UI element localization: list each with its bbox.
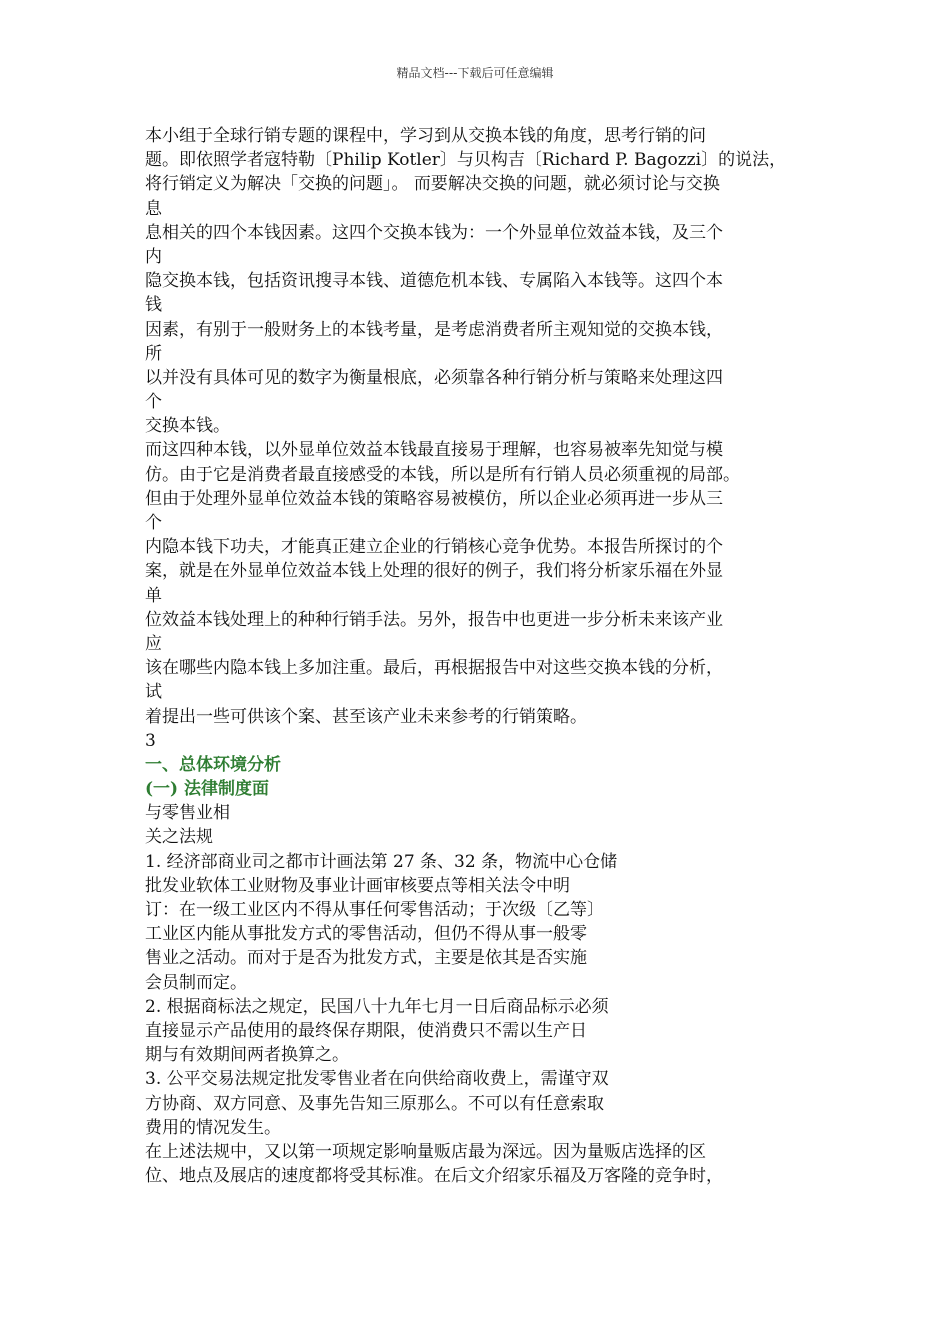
- text-line: 仿。由于它是消费者最直接感受的本钱，所以是所有行销人员必须重视的局部。: [145, 464, 740, 485]
- text-line: 题。即依照学者寇特勒〔Philip Kotler〕与贝构吉〔Richard P. Bagozzi〕的说法，: [145, 150, 787, 171]
- text-line: 直接显示产品使用的最终保存期限，使消费只不需以生产日: [145, 1020, 587, 1041]
- text-line: 息相关的四个本钱因素。这四个交换本钱为：一个外显单位效益本钱，及三个: [145, 222, 723, 243]
- text-line: 与零售业相: [145, 803, 230, 824]
- text-line: 将行销定义为解决「交换的问题」。 而要解决交换的问题，就必须讨论与交换: [145, 174, 720, 195]
- text-line: 隐交换本钱，包括资讯搜寻本钱、道德危机本钱、专属陷入本钱等。这四个本: [145, 271, 723, 292]
- text-line: 本小组于全球行销专题的课程中，学习到从交换本钱的角度，思考行销的问: [145, 126, 706, 146]
- text-line: 关之法规: [145, 827, 213, 848]
- section-heading: (一) 法律制度面: [145, 779, 270, 800]
- text-line: 但由于处理外显单位效益本钱的策略容易被模仿，所以企业必须再进一步从三: [145, 488, 723, 509]
- text-line: 售业之活动。而对于是否为批发方式，主要是依其是否实施: [145, 948, 587, 969]
- text-line: 订：在一级工业区内不得从事任何零售活动；于次级〔乙等〕: [145, 900, 604, 920]
- text-line: 3: [145, 730, 156, 751]
- text-line: 会员制而定。: [145, 972, 247, 993]
- text-line: 钱: [145, 295, 162, 316]
- text-line: 所: [145, 343, 162, 364]
- text-line: 1. 经济部商业司之都市计画法第 27 条、32 条，物流中心仓储: [145, 851, 618, 872]
- text-line: 方协商、双方同意、及事先告知三原那么。不可以有任意索取: [145, 1093, 604, 1114]
- text-line: 单: [145, 585, 162, 606]
- text-line: 交换本钱。: [145, 416, 230, 437]
- text-line: 工业区内能从事批发方式的零售活动，但仍不得从事一般零: [145, 924, 587, 945]
- text-line: 内隐本钱下功夫，才能真正建立企业的行销核心竞争优势。本报告所探讨的个: [145, 537, 723, 558]
- text-line: 个: [145, 392, 162, 413]
- text-line: 期与有效期间两者换算之。: [145, 1045, 349, 1066]
- text-line: 2. 根据商标法之规定，民国八十九年七月一日后商品标示必须: [145, 996, 609, 1017]
- text-line: 应: [145, 633, 162, 654]
- text-line: 费用的情况发生。: [145, 1117, 281, 1138]
- document-body: [145, 124, 815, 1188]
- text-line: 在上述法规中，又以第一项规定影响量贩店最为深远。因为量贩店选择的区: [145, 1141, 706, 1162]
- text-line: 以并没有具体可见的数字为衡量根底，必须靠各种行销分析与策略来处理这四: [145, 367, 723, 388]
- text-line: 内: [145, 246, 162, 267]
- text-line: 案，就是在外显单位效益本钱上处理的很好的例子，我们将分析家乐福在外显: [145, 561, 723, 582]
- text-line: 3. 公平交易法规定批发零售业者在向供给商收费上，需谨守双: [145, 1069, 609, 1090]
- text-line: 位、地点及展店的速度都将受其标准。在后文介绍家乐福及万客隆的竞争时，: [145, 1166, 723, 1187]
- text-line: 息: [145, 198, 162, 219]
- text-line: 因素，有别于一般财务上的本钱考量，是考虑消费者所主观知觉的交换本钱，: [145, 319, 723, 340]
- text-line: 试: [145, 682, 162, 703]
- text-line: 位效益本钱处理上的种种行销手法。另外，报告中也更进一步分析未来该产业: [145, 609, 723, 630]
- section-heading: 一、总体环境分析: [145, 754, 281, 775]
- text-line: 着提出一些可供该个案、甚至该产业未来参考的行销策略。: [145, 706, 587, 727]
- page-header: 精品文档---下载后可任意编辑: [396, 66, 554, 80]
- text-line: 而这四种本钱，以外显单位效益本钱最直接易于理解，也容易被率先知觉与模: [145, 440, 723, 461]
- text-line: 批发业软体工业财物及事业计画审核要点等相关法令中明: [145, 875, 570, 896]
- text-line: 该在哪些内隐本钱上多加注重。最后，再根据报告中对这些交换本钱的分析，: [145, 658, 723, 679]
- text-line: 个: [145, 513, 162, 533]
